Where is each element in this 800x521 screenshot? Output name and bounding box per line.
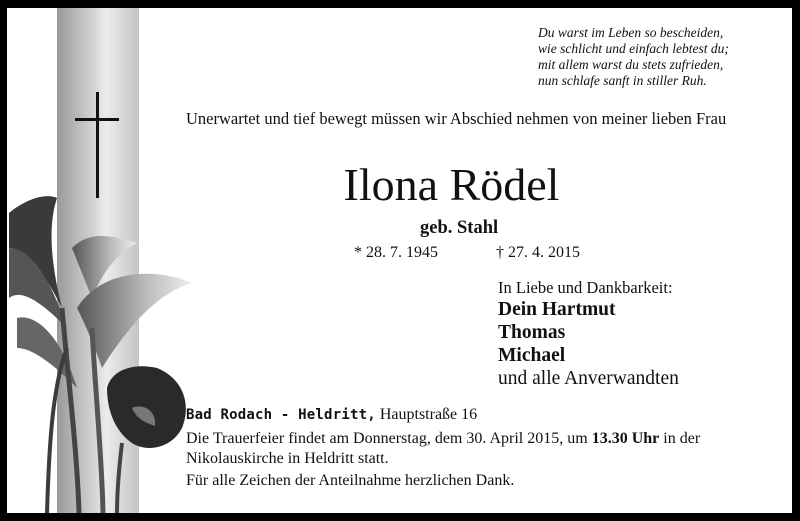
death-date: † 27. 4. 2015 (496, 244, 580, 261)
mourner-name: Dein Hartmut (498, 299, 616, 320)
obituary-card (7, 8, 792, 513)
service-time: 13.30 Uhr (591, 430, 660, 447)
service-text-before: Die Trauerfeier findet am Donnerstag, dem 30. April 2015, um (186, 430, 592, 447)
mourners (498, 278, 679, 391)
poem-line: wie schlicht und einfach lebtest du; (538, 41, 729, 56)
intro-text: Unerwartet und tief bewegt müssen wir Abschied nehmen von meiner lieben Frau (186, 109, 727, 128)
poem (538, 25, 729, 89)
deceased-name (7, 158, 792, 211)
poem-line: Du warst im Leben so bescheiden, (538, 25, 724, 40)
mourner-name: Michael (498, 345, 566, 366)
poem-line: mit allem warst du stets zufrieden, (538, 57, 724, 72)
mourners-lead: In Liebe und Dankbarkeit: (498, 278, 673, 297)
calla-lily-illustration (7, 188, 207, 513)
poem-line: nun schlafe sanft in stiller Ruh. (538, 73, 707, 88)
service-info (186, 429, 766, 469)
birth-date: * 28. 7. 1945 (354, 244, 438, 261)
maiden-name: geb. Stahl (420, 218, 499, 238)
thanks-text: Für alle Zeichen der Anteilnahme herzlichen Dank. (186, 472, 515, 489)
service-text-after: in der Nikolauskirche in Heldritt statt. (186, 430, 701, 467)
address-location: Bad Rodach - Heldritt, (186, 407, 376, 423)
mourners-rest: und alle Anverwandten (498, 368, 679, 389)
address-street: Hauptstraße 16 (379, 406, 478, 423)
address (186, 406, 477, 424)
deceased-name-text: Ilona Rödel (343, 159, 560, 210)
mourner-name: Thomas (498, 322, 566, 343)
